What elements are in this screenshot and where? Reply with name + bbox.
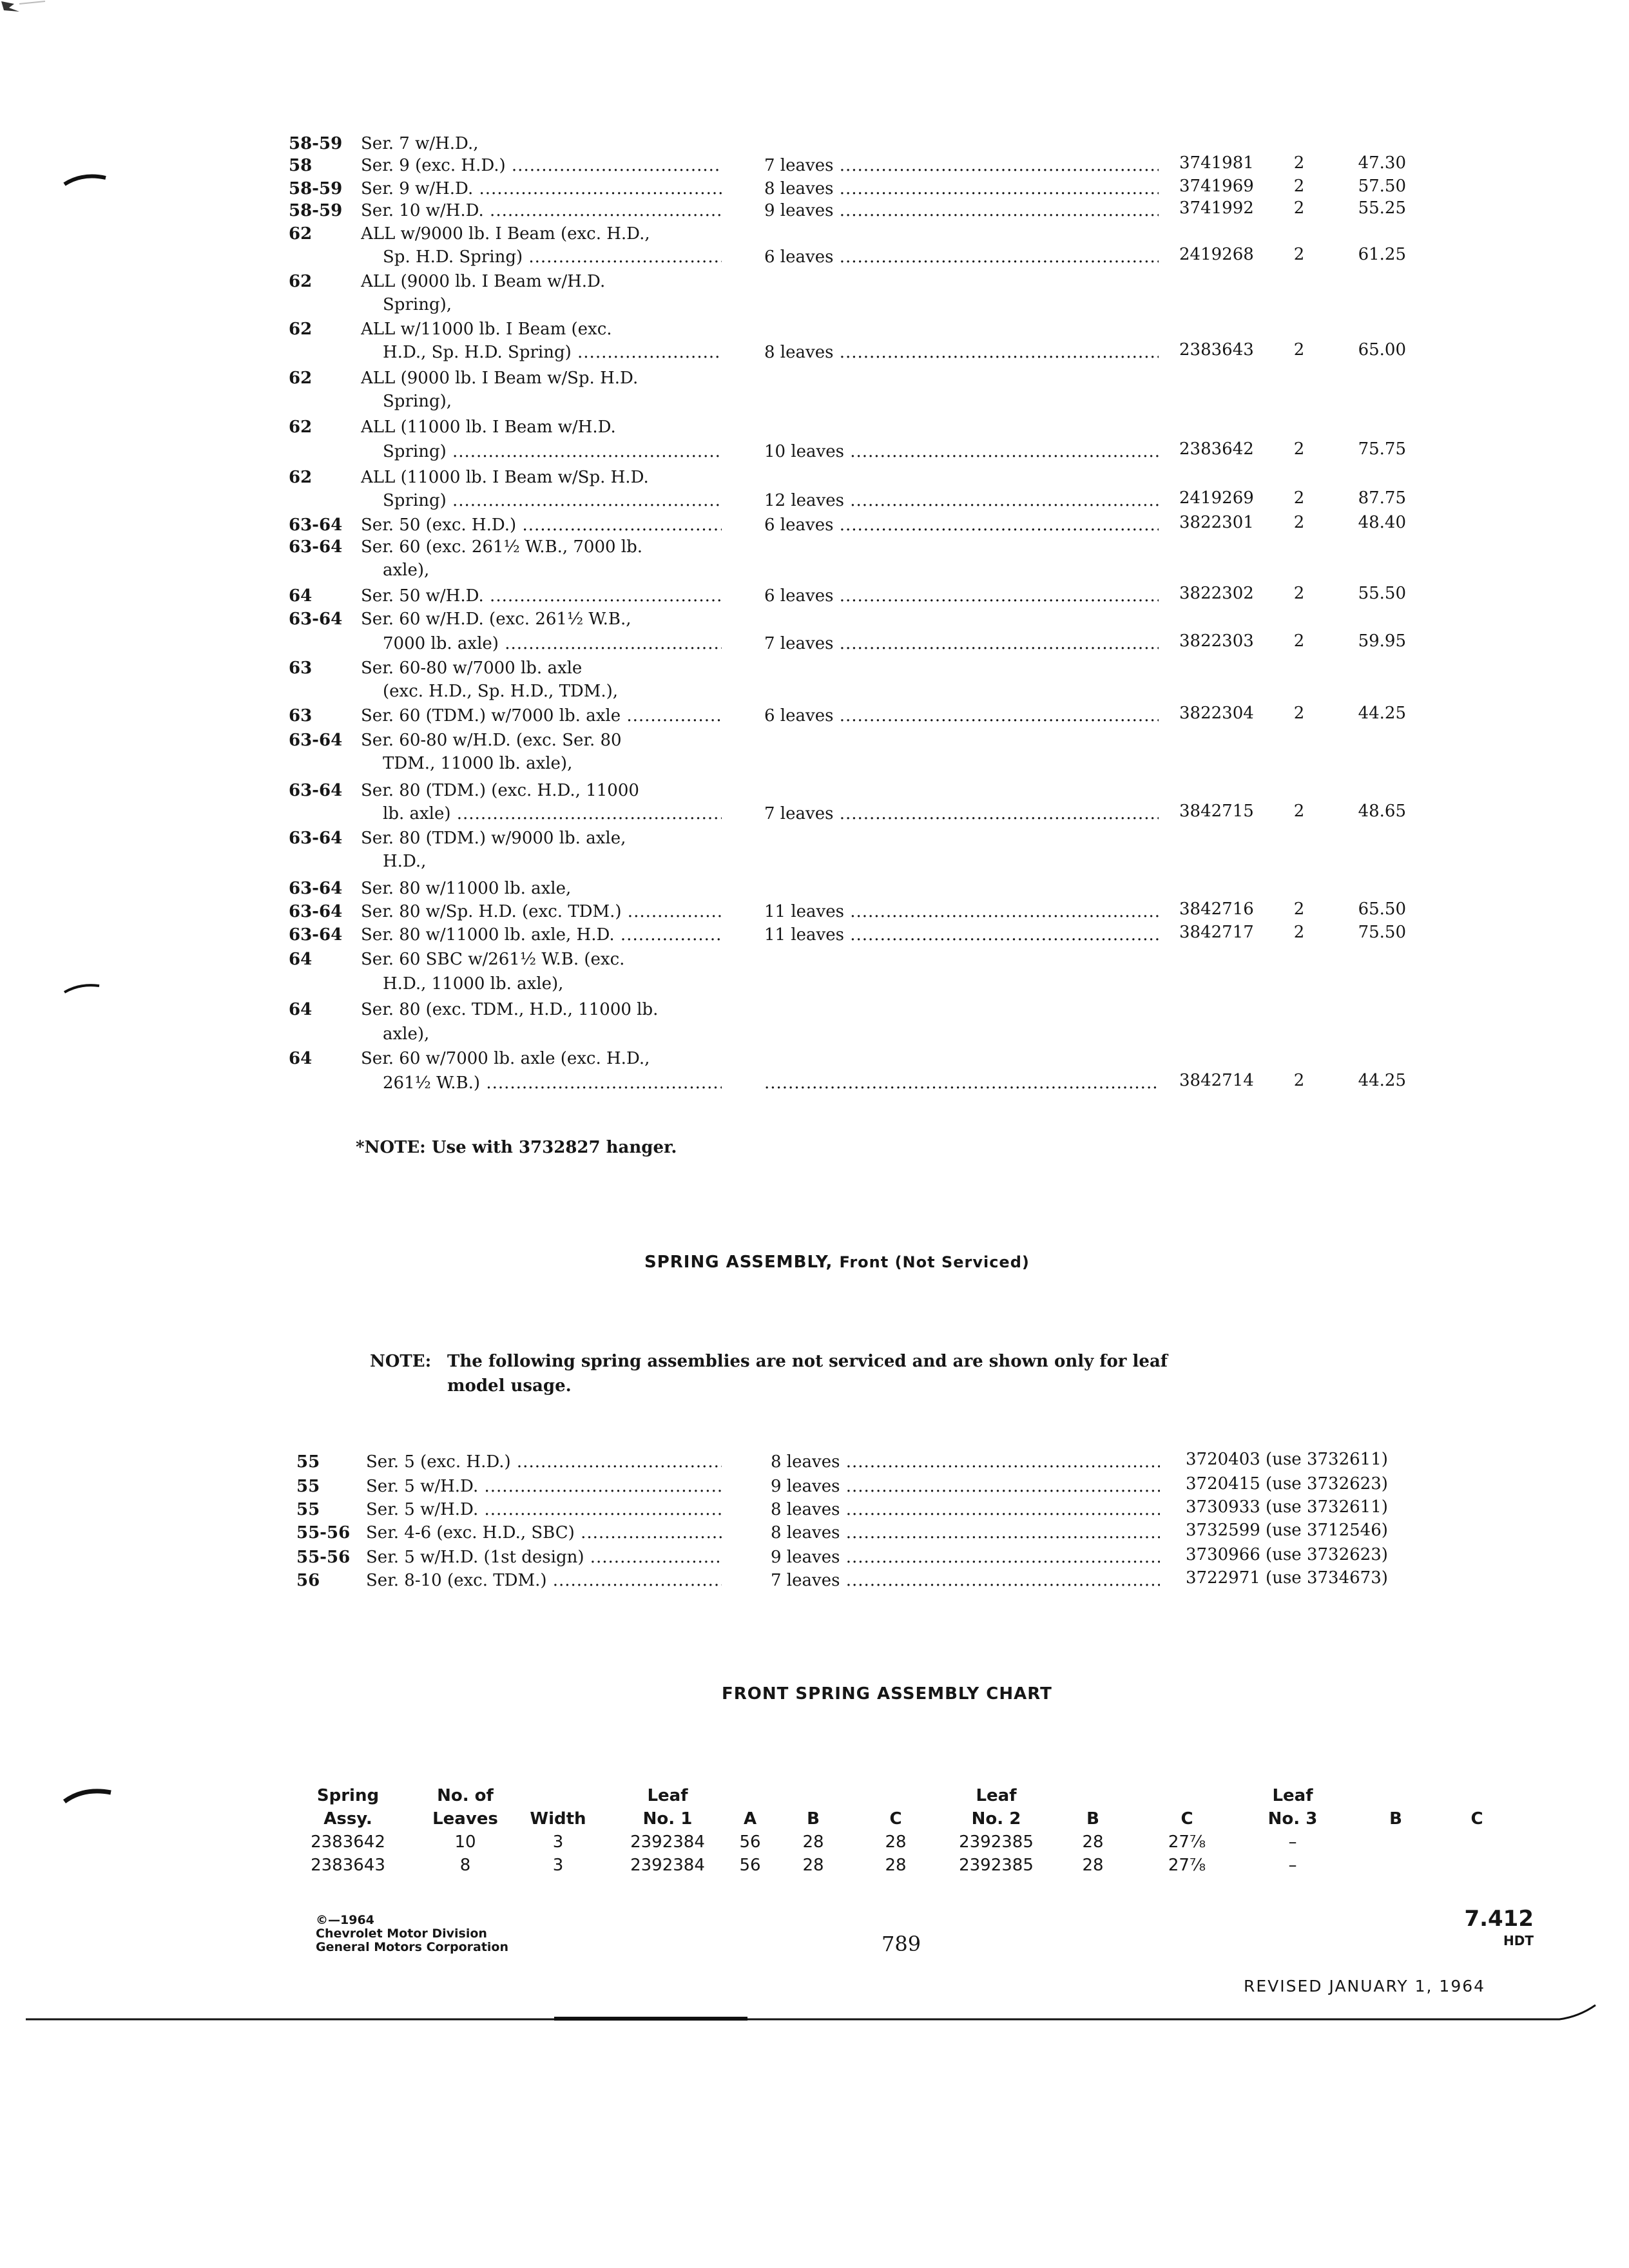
chart-header-cell: No. 1	[642, 1809, 693, 1829]
parts-row-part-number: 3842716	[1179, 899, 1254, 919]
parts-row-year: 58	[289, 156, 313, 175]
chart-cell: 28	[885, 1832, 907, 1852]
chart-cell: 2392385	[959, 1856, 1034, 1875]
parts-row-leaves: 12 leaves .....	[764, 490, 1159, 512]
not-serviced-year: 56	[296, 1571, 320, 1590]
revised-date: REVISED JANUARY 1, 1964	[1244, 1977, 1486, 1995]
parts-row-description: lb. axle) .....	[383, 803, 722, 825]
parts-row-description: 7000 lb. axle) .....	[383, 633, 722, 655]
not-serviced-leaves: 9 leaves .....	[771, 1475, 1160, 1497]
parts-row-leaves: 11 leaves .....	[764, 901, 1159, 923]
parts-row-description: Spring) .....	[383, 441, 722, 463]
chart-cell: 28	[802, 1856, 824, 1875]
parts-row-year: 62	[289, 369, 313, 388]
not-serviced-heading-main: SPRING ASSEMBLY,	[644, 1253, 833, 1272]
parts-row-year: 63-64	[289, 731, 343, 750]
parts-row-description: Ser. 60 (exc. 261½ W.B., 7000 lb.	[361, 537, 643, 557]
binder-hole-mark-top	[63, 169, 108, 188]
binder-hole-mark-bottom	[63, 1783, 115, 1805]
chart-header-cell: B	[1389, 1809, 1402, 1829]
chart-header-cell: Leaf	[647, 1786, 688, 1805]
not-serviced-description: Ser. 5 w/H.D. .....	[366, 1475, 722, 1497]
parts-row-year: 63-64	[289, 537, 343, 557]
parts-row-description: ALL (11000 lb. I Beam w/H.D.	[361, 418, 616, 437]
parts-row-description: Ser. 60 SBC w/261½ W.B. (exc.	[361, 950, 625, 969]
parts-row-quantity: 2	[1293, 899, 1305, 919]
chart-header-cell: Leaf	[1272, 1786, 1313, 1805]
parts-row-leaves: 6 leaves .....	[764, 514, 1159, 536]
chart-cell: 27⅞	[1168, 1832, 1206, 1852]
chart-cell: 8	[459, 1856, 471, 1875]
parts-row-year: 64	[289, 950, 313, 969]
note-line-1: The following spring assemblies are not serviced and are shown only for leaf	[447, 1352, 1168, 1371]
not-serviced-part-number: 3722971 (use 3734673)	[1186, 1568, 1388, 1588]
chart-header-cell: B	[1086, 1809, 1099, 1829]
chart-cell: –	[1288, 1856, 1297, 1875]
parts-row-price: 75.50	[1358, 923, 1406, 942]
parts-row-leaves: 8 leaves .....	[764, 341, 1159, 363]
parts-row-year: 63-64	[289, 610, 343, 629]
not-serviced-year: 55	[296, 1500, 320, 1519]
not-serviced-part-number: 3730966 (use 3732623)	[1186, 1545, 1388, 1564]
parts-row-part-number: 3842714	[1179, 1071, 1254, 1090]
corporation-name: General Motors Corporation	[316, 1940, 508, 1954]
not-serviced-heading	[644, 1253, 1030, 1272]
parts-row-quantity: 2	[1293, 802, 1305, 821]
parts-row-price: 55.25	[1358, 198, 1406, 218]
parts-row-part-number: 3741981	[1179, 153, 1254, 173]
not-serviced-description: Ser. 5 w/H.D. (1st design) .....	[366, 1546, 722, 1568]
parts-row-leaves: 7 leaves .....	[764, 803, 1159, 825]
parts-row-year: 58-59	[289, 179, 343, 198]
parts-row-price: 48.40	[1358, 513, 1406, 532]
parts-row-description: Spring),	[383, 295, 452, 314]
not-serviced-year: 55-56	[296, 1548, 351, 1567]
parts-row-part-number: 3822302	[1179, 584, 1254, 603]
parts-row-year: 58-59	[289, 201, 343, 220]
parts-row-year: 64	[289, 1049, 313, 1068]
parts-row-part-number: 2419268	[1179, 245, 1254, 264]
parts-row-description: (exc. H.D., Sp. H.D., TDM.),	[383, 682, 619, 701]
chart-cell: 56	[739, 1856, 761, 1875]
chart-cell: 28	[1082, 1856, 1104, 1875]
not-serviced-leaves: 8 leaves .....	[771, 1522, 1160, 1544]
parts-row-quantity: 2	[1293, 1071, 1305, 1090]
parts-row-year: 62	[289, 272, 313, 291]
parts-row-part-number: 3842717	[1179, 923, 1254, 942]
section-number: 7.412	[1464, 1906, 1534, 1932]
chart-cell: 2383642	[311, 1832, 385, 1852]
parts-row-description: Ser. 80 w/11000 lb. axle,	[361, 879, 572, 898]
chart-cell: 3	[552, 1832, 564, 1852]
parts-row-year: 64	[289, 586, 313, 606]
not-serviced-leaves: 8 leaves .....	[771, 1451, 1160, 1473]
parts-row-quantity: 2	[1293, 439, 1305, 459]
parts-row-description: ALL (9000 lb. I Beam w/H.D.	[361, 272, 606, 291]
note-line-2: model usage.	[447, 1376, 572, 1396]
parts-row-leaves: 6 leaves .....	[764, 246, 1159, 268]
parts-row-price: 65.50	[1358, 899, 1406, 919]
not-serviced-description: Ser. 5 w/H.D. .....	[366, 1499, 722, 1521]
chart-cell: 28	[1082, 1832, 1104, 1852]
parts-row-description: axle),	[383, 1024, 430, 1044]
parts-row-description: Ser. 50 w/H.D. .....	[361, 585, 722, 607]
chart-cell: 2383643	[311, 1856, 385, 1875]
chart-header-cell: Leaf	[976, 1786, 1017, 1805]
chart-header-cell: Width	[530, 1809, 586, 1829]
parts-row-part-number: 3842715	[1179, 802, 1254, 821]
parts-row-quantity: 2	[1293, 177, 1305, 196]
division-name: Chevrolet Motor Division	[316, 1927, 487, 1941]
parts-row-leaves	[764, 1072, 1159, 1094]
parts-row-description: Ser. 60-80 w/7000 lb. axle	[361, 658, 583, 678]
parts-row-description: ALL w/9000 lb. I Beam (exc. H.D.,	[361, 224, 650, 244]
parts-row-part-number: 2419269	[1179, 488, 1254, 508]
parts-row-description: Ser. 50 (exc. H.D.) .....	[361, 514, 722, 536]
copyright: ©—1964	[316, 1913, 374, 1927]
parts-row-year: 63	[289, 658, 313, 678]
parts-row-quantity: 2	[1293, 513, 1305, 532]
binder-hole-mark-middle	[63, 979, 102, 995]
parts-row-part-number: 3822304	[1179, 704, 1254, 723]
chart-header-cell: C	[1181, 1809, 1193, 1829]
parts-row-year: 62	[289, 320, 313, 339]
parts-row-description: Spring) .....	[383, 490, 722, 512]
chart-header-cell: C	[1470, 1809, 1483, 1829]
parts-row-description: Sp. H.D. Spring) .....	[383, 246, 722, 268]
not-serviced-description: Ser. 8-10 (exc. TDM.) .....	[366, 1570, 722, 1591]
parts-row-leaves: 10 leaves .....	[764, 441, 1159, 463]
parts-row-price: 44.25	[1358, 704, 1406, 723]
page-number: 789	[882, 1932, 921, 1956]
parts-row-description: Ser. 60 (TDM.) w/7000 lb. axle .....	[361, 705, 722, 727]
chart-cell: 2392385	[959, 1832, 1034, 1852]
parts-row-year: 58-59	[289, 134, 343, 153]
parts-row-price: 87.75	[1358, 488, 1406, 508]
parts-row-year: 63-64	[289, 925, 343, 945]
parts-row-leaves: 9 leaves .....	[764, 200, 1159, 222]
parts-row-description: H.D., Sp. H.D. Spring) .....	[383, 341, 722, 363]
parts-row-year: 62	[289, 224, 313, 244]
parts-row-leaves: 11 leaves .....	[764, 924, 1159, 946]
chart-cell: 56	[739, 1832, 761, 1852]
parts-row-quantity: 2	[1293, 153, 1305, 173]
parts-row-leaves: 7 leaves .....	[764, 633, 1159, 655]
parts-row-description: Ser. 60 w/H.D. (exc. 261½ W.B.,	[361, 610, 631, 629]
chart-cell: –	[1288, 1832, 1297, 1852]
chart-header-cell: B	[807, 1809, 820, 1829]
parts-row-description: Ser. 9 (exc. H.D.) .....	[361, 155, 722, 177]
parts-row-year: 64	[289, 1000, 313, 1019]
parts-row-description: Ser. 60-80 w/H.D. (exc. Ser. 80	[361, 731, 622, 750]
chart-cell: 28	[802, 1832, 824, 1852]
parts-row-year: 62	[289, 468, 313, 487]
not-serviced-note	[370, 1350, 1168, 1372]
parts-row-part-number: 3822303	[1179, 631, 1254, 651]
parts-row-description: ALL w/11000 lb. I Beam (exc.	[361, 320, 612, 339]
footer-rule	[26, 1997, 1598, 2023]
parts-row-leaves: 8 leaves .....	[764, 178, 1159, 200]
parts-row-quantity: 2	[1293, 488, 1305, 508]
parts-row-description: Ser. 80 (TDM.) (exc. H.D., 11000	[361, 781, 639, 800]
parts-row-year: 63-64	[289, 902, 343, 921]
parts-row-part-number: 2383642	[1179, 439, 1254, 459]
parts-row-leaves: 6 leaves .....	[764, 585, 1159, 607]
parts-row-description: Ser. 7 w/H.D.,	[361, 134, 479, 153]
parts-row-quantity: 2	[1293, 340, 1305, 360]
parts-row-leaves: 6 leaves .....	[764, 705, 1159, 727]
parts-row-description: TDM., 11000 lb. axle),	[383, 754, 573, 773]
parts-row-description: H.D.,	[383, 852, 427, 871]
parts-row-year: 63	[289, 706, 313, 726]
parts-row-description: Spring),	[383, 392, 452, 411]
chart-header-cell: No. 3	[1268, 1809, 1318, 1829]
parts-row-price: 59.95	[1358, 631, 1406, 651]
chart-header-cell: C	[889, 1809, 902, 1829]
parts-row-year: 62	[289, 418, 313, 437]
parts-row-description: Ser. 80 (TDM.) w/9000 lb. axle,	[361, 829, 626, 848]
not-serviced-leaves: 9 leaves .....	[771, 1546, 1160, 1568]
parts-row-quantity: 2	[1293, 198, 1305, 218]
note-label: NOTE:	[370, 1352, 432, 1371]
chart-cell: 3	[552, 1856, 564, 1875]
parts-row-year: 63-64	[289, 515, 343, 535]
parts-row-part-number: 3822301	[1179, 513, 1254, 532]
parts-row-description: Ser. 80 w/11000 lb. axle, H.D. .....	[361, 924, 722, 946]
chart-header-cell: No. 2	[971, 1809, 1021, 1829]
parts-row-quantity: 2	[1293, 923, 1305, 942]
parts-row-description: axle),	[383, 561, 430, 580]
section-code: HDT	[1503, 1933, 1534, 1948]
parts-row-description: H.D., 11000 lb. axle),	[383, 974, 564, 994]
chart-cell: 2392384	[630, 1856, 705, 1875]
parts-row-description: 261½ W.B.) .....	[383, 1072, 722, 1094]
parts-row-description: Ser. 80 w/Sp. H.D. (exc. TDM.) .....	[361, 901, 722, 923]
not-serviced-part-number: 3720403 (use 3732611)	[1186, 1450, 1388, 1469]
not-serviced-part-number: 3730933 (use 3732611)	[1186, 1497, 1388, 1517]
parts-row-price: 61.25	[1358, 245, 1406, 264]
parts-row-price: 47.30	[1358, 153, 1406, 173]
parts-row-quantity: 2	[1293, 584, 1305, 603]
not-serviced-year: 55	[296, 1477, 320, 1496]
parts-row-leaves: 7 leaves .....	[764, 155, 1159, 177]
parts-row-price: 44.25	[1358, 1071, 1406, 1090]
parts-row-description: Ser. 9 w/H.D. .....	[361, 178, 722, 200]
parts-row-price: 55.50	[1358, 584, 1406, 603]
not-serviced-heading-sub: Front (Not Serviced)	[839, 1253, 1030, 1271]
chart-header-cell: Spring	[316, 1786, 380, 1805]
chart-cell: 10	[454, 1832, 476, 1852]
parts-row-year: 63-64	[289, 781, 343, 800]
parts-row-year: 63-64	[289, 829, 343, 848]
parts-row-quantity: 2	[1293, 631, 1305, 651]
chart-header-cell: No. of	[437, 1786, 494, 1805]
chart-cell: 28	[885, 1856, 907, 1875]
not-serviced-leaves: 7 leaves .....	[771, 1570, 1160, 1591]
not-serviced-year: 55-56	[296, 1523, 351, 1542]
parts-row-year: 63-64	[289, 879, 343, 898]
not-serviced-leaves: 8 leaves .....	[771, 1499, 1160, 1521]
parts-row-quantity: 2	[1293, 704, 1305, 723]
hanger-footnote: *NOTE: Use with 3732827 hanger.	[356, 1138, 677, 1157]
not-serviced-description: Ser. 4-6 (exc. H.D., SBC) .....	[366, 1522, 722, 1544]
parts-row-part-number: 3741992	[1179, 198, 1254, 218]
chart-header-cell: Leaves	[432, 1809, 498, 1829]
not-serviced-year: 55	[296, 1452, 320, 1472]
parts-row-price: 48.65	[1358, 802, 1406, 821]
parts-row-description: ALL (11000 lb. I Beam w/Sp. H.D.	[361, 468, 649, 487]
parts-row-part-number: 2383643	[1179, 340, 1254, 360]
parts-row-description: Ser. 60 w/7000 lb. axle (exc. H.D.,	[361, 1049, 650, 1068]
parts-row-part-number: 3741969	[1179, 177, 1254, 196]
parts-row-quantity: 2	[1293, 245, 1305, 264]
parts-row-price: 57.50	[1358, 177, 1406, 196]
parts-row-description: Ser. 10 w/H.D. .....	[361, 200, 722, 222]
chart-header-cell: A	[743, 1809, 757, 1829]
footer-copyright-block	[316, 1914, 508, 1954]
parts-row-description: ALL (9000 lb. I Beam w/Sp. H.D.	[361, 369, 639, 388]
parts-row-description: Ser. 80 (exc. TDM., H.D., 11000 lb.	[361, 1000, 659, 1019]
spring-chart-title: FRONT SPRING ASSEMBLY CHART	[722, 1684, 1052, 1704]
not-serviced-part-number: 3732599 (use 3712546)	[1186, 1521, 1388, 1540]
not-serviced-part-number: 3720415 (use 3732623)	[1186, 1474, 1388, 1494]
chart-cell: 27⅞	[1168, 1856, 1206, 1875]
not-serviced-description: Ser. 5 (exc. H.D.) .....	[366, 1451, 722, 1473]
parts-row-price: 65.00	[1358, 340, 1406, 360]
parts-row-price: 75.75	[1358, 439, 1406, 459]
chart-header-cell: Assy.	[323, 1809, 372, 1829]
chart-cell: 2392384	[630, 1832, 705, 1852]
corner-scan-mark	[0, 0, 52, 26]
